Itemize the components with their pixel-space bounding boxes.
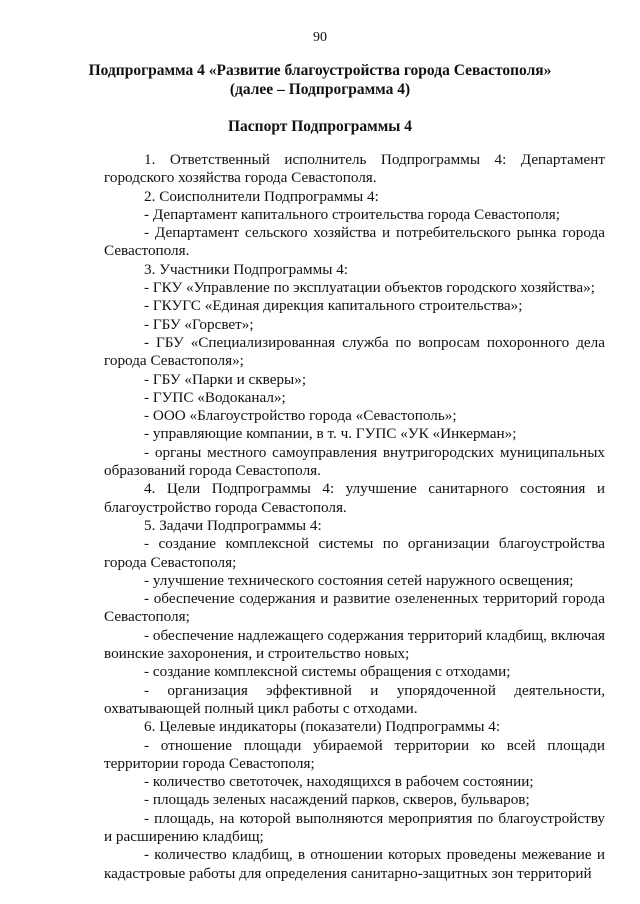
paragraph: 6. Целевые индикаторы (показатели) Подпрограммы 4:: [144, 718, 501, 736]
paragraph: - площадь, на которой выполняются мероприятия по благоустройству и расширению кладбищ;: [104, 809, 605, 845]
paragraph: - Департамент капитального строительства города Севастополя;: [144, 205, 560, 223]
paragraph: 1. Ответственный исполнитель Подпрограммы 4: Департамент городского хозяйства города Севастополя.: [104, 151, 605, 187]
paragraph: - ГКУ «Управление по эксплуатации объектов городского хозяйства»;: [144, 279, 595, 297]
paragraph: - Департамент сельского хозяйства и потребительского рынка города Севастополя.: [104, 224, 605, 260]
paragraph: - органы местного самоуправления внутригородских муниципальных образований города Севастополя.: [104, 443, 605, 480]
paragraph: - обеспечение надлежащего содержания территорий кладбищ, включая воинские захоронения, и строительство новых;: [104, 626, 605, 663]
paragraph: - количество светоточек, находящихся в рабочем состоянии;: [144, 773, 534, 791]
subprogram-title: Подпрограмма 4 «Развитие благоустройства города Севастополя»: [88, 62, 552, 79]
paragraph: - количество кладбищ, в отношении которых проведены межевание и кадастровые работы для определения санитарно-защитных зон территорий: [104, 846, 605, 882]
page-number: 90: [313, 30, 327, 45]
paragraph: - улучшение технического состояния сетей наружного освещения;: [144, 571, 574, 589]
paragraph: - обеспечение содержания и развитие озелененных территорий города Севастополя;: [104, 590, 605, 626]
paragraph: - ГБУ «Парки и скверы»;: [144, 370, 307, 388]
paragraph: 4. Цели Подпрограммы 4: улучшение санитарного состояния и благоустройство города Севастополя.: [104, 480, 605, 516]
document-body: [104, 151, 605, 883]
passport-heading: Паспорт Подпрограммы 4: [227, 118, 413, 135]
paragraph: 5. Задачи Подпрограммы 4:: [144, 516, 322, 534]
paragraph: - создание комплексной системы по организации благоустройства города Севастополя;: [104, 535, 605, 571]
paragraph: 3. Участники Подпрограммы 4:: [144, 260, 349, 278]
subprogram-title-note: (далее – Подпрограмма 4): [229, 81, 411, 98]
paragraph: - ГКУГС «Единая дирекция капитального строительства»;: [144, 297, 523, 315]
paragraph: - ГУПС «Водоканал»;: [144, 388, 286, 406]
paragraph: - ГБУ «Горсвет»;: [144, 315, 254, 333]
paragraph: - управляющие компании, в т. ч. ГУПС «УК «Инкерман»;: [144, 425, 517, 443]
paragraph: - создание комплексной системы обращения с отходами;: [144, 663, 511, 681]
paragraph: - ГБУ «Специализированная служба по вопросам похоронного дела города Севастополя»;: [104, 333, 605, 370]
paragraph: - площадь зеленых насаждений парков, скверов, бульваров;: [144, 791, 530, 809]
paragraph: - организация эффективной и упорядоченной деятельности, охватывающей полный цикл работы с отходами.: [104, 681, 605, 717]
paragraph: 2. Соисполнители Подпрограммы 4:: [144, 187, 379, 205]
paragraph: - отношение площади убираемой территории ко всей площади территории города Севастополя;: [104, 736, 605, 772]
paragraph: - ООО «Благоустройство города «Севастополь»;: [144, 407, 457, 425]
